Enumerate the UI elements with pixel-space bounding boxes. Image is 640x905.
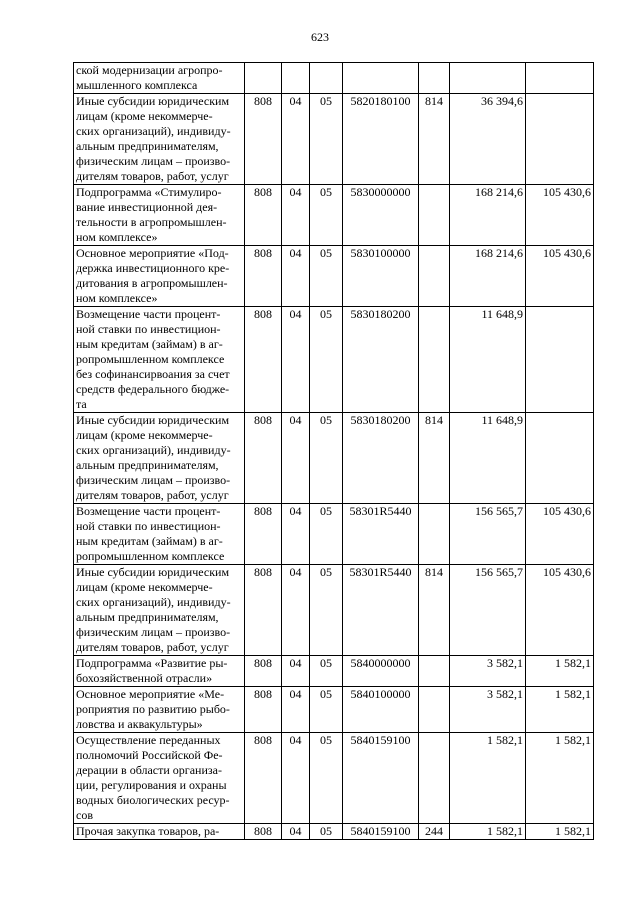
table-row: [74, 185, 594, 246]
subsection-code-cell: 05: [310, 307, 343, 413]
target-article-cell: 5840159100: [343, 824, 419, 840]
table-row: [74, 824, 594, 840]
section-code-cell: 04: [282, 185, 310, 246]
target-article-cell: [343, 63, 419, 94]
amount-1-cell: 1 582,1: [450, 824, 526, 840]
target-article-cell: 58301R5440: [343, 565, 419, 656]
expense-type-cell: [419, 687, 450, 733]
subsection-code-cell: 05: [310, 656, 343, 687]
expense-type-cell: 244: [419, 824, 450, 840]
amount-1-cell: 156 565,7: [450, 504, 526, 565]
subsection-code-cell: 05: [310, 687, 343, 733]
row-name-cell: Основное мероприятие «Под- держка инвестиционного кре- дитования в агропромышлен- ном комплексе»: [74, 246, 245, 307]
row-name-cell: Иные субсидии юридическим лицам (кроме некоммерче- ских организаций), индивиду- альным предпринимателям, физическим лицам – произво- дителям товаров, работ, услуг: [74, 413, 245, 504]
section-code-cell: 04: [282, 824, 310, 840]
target-article-cell: 58301R5440: [343, 504, 419, 565]
table-row: [74, 307, 594, 413]
subsection-code-cell: 05: [310, 824, 343, 840]
amount-2-cell: [526, 63, 594, 94]
row-name-cell: Возмещение части процент- ной ставки по инвестицион- ным кредитам (займам) в аг- ропромышленном комплексе: [74, 504, 245, 565]
section-code-cell: 04: [282, 733, 310, 824]
subsection-code-cell: 05: [310, 413, 343, 504]
ministry-code-cell: 808: [245, 733, 282, 824]
amount-1-cell: 3 582,1: [450, 656, 526, 687]
section-code-cell: 04: [282, 565, 310, 656]
ministry-code-cell: 808: [245, 307, 282, 413]
table-body: [74, 63, 594, 840]
table-row: [74, 656, 594, 687]
amount-1-cell: 3 582,1: [450, 687, 526, 733]
table-row: [74, 687, 594, 733]
ministry-code-cell: 808: [245, 504, 282, 565]
table-row: [74, 246, 594, 307]
ministry-code-cell: 808: [245, 94, 282, 185]
amount-1-cell: 156 565,7: [450, 565, 526, 656]
amount-2-cell: 105 430,6: [526, 246, 594, 307]
ministry-code-cell: 808: [245, 687, 282, 733]
amount-2-cell: 1 582,1: [526, 824, 594, 840]
row-name-cell: Осуществление переданных полномочий Российской Фе- дерации в области организа- ции, регулирования и охраны водных биологических ресур- сов: [74, 733, 245, 824]
amount-1-cell: 36 394,6: [450, 94, 526, 185]
amount-2-cell: [526, 94, 594, 185]
table-row: [74, 94, 594, 185]
amount-2-cell: 1 582,1: [526, 656, 594, 687]
budget-table: [73, 62, 594, 840]
expense-type-cell: 814: [419, 565, 450, 656]
ministry-code-cell: 808: [245, 185, 282, 246]
target-article-cell: 5820180100: [343, 94, 419, 185]
expense-type-cell: [419, 307, 450, 413]
section-code-cell: 04: [282, 307, 310, 413]
table-row: [74, 413, 594, 504]
ministry-code-cell: 808: [245, 413, 282, 504]
amount-2-cell: 1 582,1: [526, 687, 594, 733]
target-article-cell: 5830100000: [343, 246, 419, 307]
table-row: [74, 63, 594, 94]
target-article-cell: 5840000000: [343, 656, 419, 687]
row-name-cell: Иные субсидии юридическим лицам (кроме некоммерче- ских организаций), индивиду- альным предпринимателям, физическим лицам – произво- дителям товаров, работ, услуг: [74, 94, 245, 185]
amount-2-cell: [526, 413, 594, 504]
ministry-code-cell: 808: [245, 246, 282, 307]
target-article-cell: 5840159100: [343, 733, 419, 824]
expense-type-cell: [419, 733, 450, 824]
subsection-code-cell: 05: [310, 185, 343, 246]
target-article-cell: 5830000000: [343, 185, 419, 246]
ministry-code-cell: 808: [245, 565, 282, 656]
expense-type-cell: [419, 185, 450, 246]
target-article-cell: 5830180200: [343, 307, 419, 413]
table-row: [74, 565, 594, 656]
expense-type-cell: [419, 656, 450, 687]
ministry-code-cell: 808: [245, 824, 282, 840]
subsection-code-cell: 05: [310, 733, 343, 824]
subsection-code-cell: 05: [310, 504, 343, 565]
expense-type-cell: 814: [419, 413, 450, 504]
page-number: 623: [311, 30, 329, 44]
ministry-code-cell: 808: [245, 656, 282, 687]
expense-type-cell: [419, 246, 450, 307]
amount-1-cell: 168 214,6: [450, 185, 526, 246]
row-name-cell: Прочая закупка товаров, ра-: [74, 824, 245, 840]
section-code-cell: 04: [282, 504, 310, 565]
table-row: [74, 504, 594, 565]
expense-type-cell: 814: [419, 94, 450, 185]
target-article-cell: 5840100000: [343, 687, 419, 733]
row-name-cell: ской модернизации агропро- мышленного комплекса: [74, 63, 245, 94]
section-code-cell: 04: [282, 687, 310, 733]
row-name-cell: Иные субсидии юридическим лицам (кроме некоммерче- ских организаций), индивиду- альным предпринимателям, физическим лицам – произво- дителям товаров, работ, услуг: [74, 565, 245, 656]
section-code-cell: 04: [282, 94, 310, 185]
amount-1-cell: [450, 63, 526, 94]
row-name-cell: Основное мероприятие «Ме- роприятия по развитию рыбо- ловства и аквакультуры»: [74, 687, 245, 733]
subsection-code-cell: 05: [310, 565, 343, 656]
expense-type-cell: [419, 504, 450, 565]
amount-1-cell: 168 214,6: [450, 246, 526, 307]
section-code-cell: 04: [282, 413, 310, 504]
amount-1-cell: 11 648,9: [450, 307, 526, 413]
amount-1-cell: 1 582,1: [450, 733, 526, 824]
amount-2-cell: [526, 307, 594, 413]
amount-2-cell: 105 430,6: [526, 565, 594, 656]
subsection-code-cell: [310, 63, 343, 94]
section-code-cell: 04: [282, 246, 310, 307]
amount-2-cell: 105 430,6: [526, 504, 594, 565]
row-name-cell: Подпрограмма «Стимулиро- вание инвестиционной дея- тельности в агропромышлен- ном комплексе»: [74, 185, 245, 246]
amount-1-cell: 11 648,9: [450, 413, 526, 504]
amount-2-cell: 105 430,6: [526, 185, 594, 246]
section-code-cell: 04: [282, 656, 310, 687]
section-code-cell: [282, 63, 310, 94]
table-row: [74, 733, 594, 824]
subsection-code-cell: 05: [310, 246, 343, 307]
row-name-cell: Подпрограмма «Развитие ры- бохозяйственной отрасли»: [74, 656, 245, 687]
amount-2-cell: 1 582,1: [526, 733, 594, 824]
expense-type-cell: [419, 63, 450, 94]
target-article-cell: 5830180200: [343, 413, 419, 504]
row-name-cell: Возмещение части процент- ной ставки по инвестицион- ным кредитам (займам) в аг- ропромышленном комплексе без софинансирвоания за счет средств федерального бюдже- та: [74, 307, 245, 413]
subsection-code-cell: 05: [310, 94, 343, 185]
ministry-code-cell: [245, 63, 282, 94]
